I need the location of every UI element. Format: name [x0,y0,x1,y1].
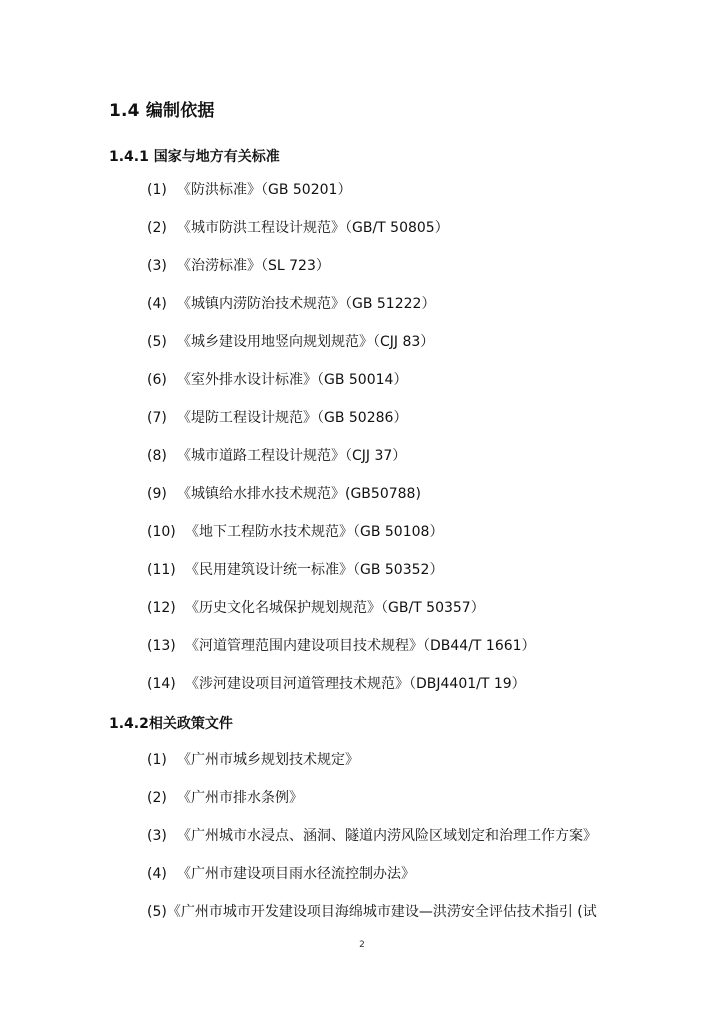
list-item [147,865,415,883]
item-text: 《广州城市水浸点、涵洞、隧道内涝风险区域划定和治理工作方案》 [177,828,597,844]
list-item [147,903,597,921]
item-text: 《河道管理范围内建设项目技术规程》（DB44/T 1661） [185,638,536,654]
item-number: (13) [147,638,176,654]
item-text: 《治涝标准》（SL 723） [177,258,330,274]
list-item [147,333,434,351]
item-text: 《广州市排水条例》 [177,790,303,806]
item-text: 《城镇给水排水技术规范》(GB50788) [177,486,421,502]
item-number: (11) [147,562,176,578]
item-text: 《地下工程防水技术规范》（GB 50108） [185,524,444,540]
list-item [147,789,303,807]
item-number: (5) [147,334,167,350]
list-item [147,675,526,693]
item-text: 《城镇内涝防治技术规范》（GB 51222） [177,296,436,312]
item-number: (2) [147,220,167,236]
item-text: 《防洪标准》（GB 50201） [177,182,352,198]
item-text: 《民用建筑设计统一标准》（GB 50352） [185,562,444,578]
item-number: (14) [147,676,176,692]
list-item [147,827,597,845]
list-item [147,485,421,503]
item-number: (8) [147,448,167,464]
item-number: (4) [147,296,167,312]
item-number: (4) [147,866,167,882]
item-text: 《城乡建设用地竖向规划规范》（CJJ 83） [177,334,435,350]
item-text: 《历史文化名城保护规划规范》（GB/T 50357） [185,600,485,616]
item-number: (5) [147,904,167,920]
item-text: 《城市防洪工程设计规范》（GB/T 50805） [177,220,449,236]
item-number: (3) [147,258,167,274]
list-item [147,181,351,199]
item-number: (6) [147,372,167,388]
item-text: 《堤防工程设计规范》（GB 50286） [177,410,408,426]
list-item [147,371,407,389]
list-item [147,295,435,313]
list-item [147,523,443,541]
item-number: (3) [147,828,167,844]
list-item [147,257,330,275]
section-heading: 1.4 编制依据 [109,101,215,121]
item-text: 《室外排水设计标准》（GB 50014） [177,372,408,388]
list-item [147,751,359,769]
item-number: (1) [147,752,167,768]
item-number: (9) [147,486,167,502]
item-number: (7) [147,410,167,426]
item-number: (10) [147,524,176,540]
item-text: 《广州市城乡规划技术规定》 [177,752,359,768]
item-text: 《广州市城市开发建设项目海绵城市建设—洪涝安全评估技术指引 (试 [166,904,597,920]
subsection-heading-standards: 1.4.1 国家与地方有关标准 [109,149,280,165]
list-item [147,219,449,237]
list-item [147,447,406,465]
list-item [147,599,485,617]
item-text: 《涉河建设项目河道管理技术规范》（DBJ4401/T 19） [185,676,526,692]
page-number: 2 [359,940,365,950]
list-item [147,637,536,655]
item-number: (12) [147,600,176,616]
list-item [147,561,443,579]
item-number: (2) [147,790,167,806]
item-text: 《广州市建设项目雨水径流控制办法》 [177,866,415,882]
list-item [147,409,407,427]
subsection-heading-policies: 1.4.2相关政策文件 [109,716,233,732]
item-text: 《城市道路工程设计规范》（CJJ 37） [177,448,407,464]
item-number: (1) [147,182,167,198]
